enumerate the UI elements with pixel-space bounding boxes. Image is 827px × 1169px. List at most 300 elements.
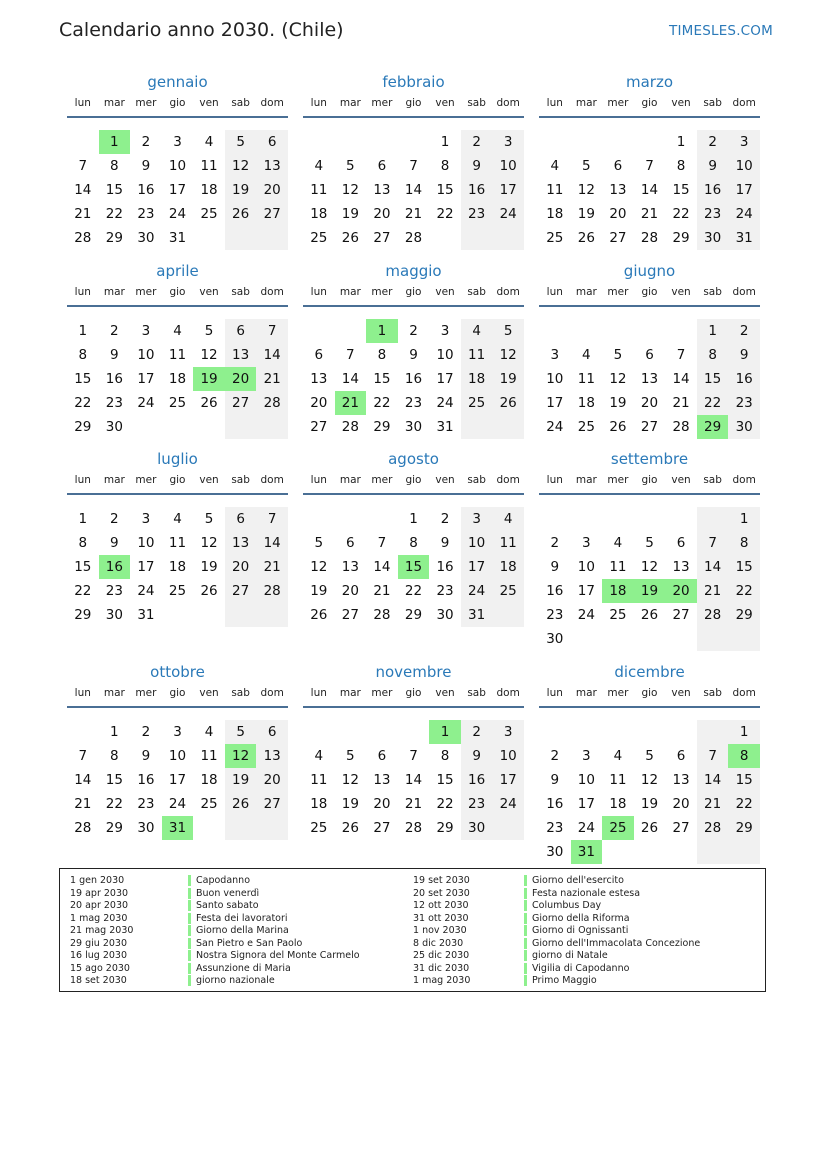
day-cell: 28 <box>373 607 391 623</box>
day-cell: 21 <box>74 796 92 812</box>
day-cell: 30 <box>461 816 493 840</box>
weekday-header: ven <box>435 687 455 699</box>
day-cell: 2 <box>110 323 119 339</box>
day-cell: 4 <box>613 748 623 764</box>
day-cell: 28 <box>74 820 92 836</box>
weekday-header: mer <box>607 474 629 486</box>
day-cell: 13 <box>609 182 627 198</box>
day-cell: 24 <box>577 607 595 623</box>
day-cell: 28 <box>697 816 729 840</box>
weekday-header: mer <box>135 286 157 298</box>
day-cell: 15 <box>728 555 760 579</box>
weekend-empty-cell <box>461 226 493 250</box>
weekday-header: dom <box>260 286 284 298</box>
day-cell: 18 <box>577 395 595 411</box>
day-cell: 26 <box>225 792 257 816</box>
day-cell: 30 <box>105 607 123 623</box>
day-cell: 28 <box>640 230 659 246</box>
day-cell: 26 <box>609 419 627 435</box>
weekday-header: ven <box>671 286 691 298</box>
day-cell: 5 <box>645 535 654 551</box>
weekday-header: sab <box>703 687 722 699</box>
legend-holiday-name: Vigilia di Capodanno <box>524 963 629 974</box>
day-cell: 4 <box>173 323 182 339</box>
day-cell: 4 <box>461 319 493 343</box>
legend-date: 1 gen 2030 <box>70 875 125 886</box>
page-title: Calendario anno 2030. (Chile) <box>59 19 344 41</box>
day-cell: 15 <box>697 367 729 391</box>
day-cell: 14 <box>697 555 729 579</box>
weekday-header: mar <box>339 286 361 298</box>
day-cell: 20 <box>256 768 288 792</box>
holiday-day-cell: 12 <box>225 744 257 768</box>
day-cell: 11 <box>310 182 328 198</box>
day-cell: 4 <box>492 507 524 531</box>
weekday-header: lun <box>546 97 563 109</box>
day-cell: 6 <box>645 347 654 363</box>
day-cell: 30 <box>546 631 564 647</box>
weekend-empty-cell <box>697 840 729 864</box>
day-cell: 20 <box>341 583 359 599</box>
weekend-empty-cell <box>697 720 729 744</box>
day-cell: 10 <box>492 154 524 178</box>
legend-date: 20 set 2030 <box>413 887 470 899</box>
weekday-header: sab <box>231 474 250 486</box>
day-cell: 7 <box>697 744 729 768</box>
day-cell: 5 <box>346 748 355 764</box>
legend-date: 1 mag 2030 <box>413 975 471 986</box>
holiday-day-cell: 20 <box>665 579 697 603</box>
month-name: giugno <box>623 262 676 280</box>
weekday-header: mer <box>371 687 393 699</box>
day-cell: 31 <box>461 603 493 627</box>
weekend-empty-cell <box>492 415 524 439</box>
weekday-header: mar <box>575 687 597 699</box>
day-cell: 3 <box>582 748 591 764</box>
weekday-header: dom <box>732 286 756 298</box>
day-cell: 26 <box>341 230 359 246</box>
holiday-day-cell: 19 <box>634 579 666 603</box>
day-cell: 4 <box>582 347 591 363</box>
day-cell: 13 <box>256 744 288 768</box>
day-cell: 29 <box>728 603 760 627</box>
legend-date: 29 giu 2030 <box>70 937 127 949</box>
day-cell: 22 <box>105 206 123 222</box>
day-cell: 23 <box>728 391 760 415</box>
day-cell: 2 <box>440 511 450 527</box>
day-cell: 23 <box>436 583 454 599</box>
weekday-header: mar <box>103 474 125 486</box>
day-cell: 7 <box>346 347 355 363</box>
legend-date: 8 dic 2030 <box>413 937 464 949</box>
day-cell: 9 <box>110 347 119 363</box>
day-cell: 23 <box>461 792 493 816</box>
day-cell: 30 <box>728 415 760 439</box>
day-cell: 28 <box>404 230 423 246</box>
day-cell: 7 <box>645 158 654 174</box>
day-cell: 27 <box>672 607 690 623</box>
day-cell: 5 <box>645 748 654 764</box>
day-cell: 24 <box>492 792 524 816</box>
day-cell: 3 <box>492 130 524 154</box>
day-cell: 27 <box>609 230 627 246</box>
day-cell: 6 <box>225 319 257 343</box>
legend-date: 31 ott 2030 <box>413 912 469 924</box>
day-cell: 29 <box>436 820 454 836</box>
weekend-empty-cell <box>225 603 257 627</box>
month-header-divider <box>303 706 524 708</box>
day-cell: 14 <box>74 772 92 788</box>
day-cell: 2 <box>550 748 560 764</box>
day-cell: 5 <box>204 511 214 527</box>
weekday-header: mar <box>575 474 597 486</box>
day-cell: 18 <box>461 367 493 391</box>
day-cell: 17 <box>168 182 187 198</box>
day-cell: 11 <box>168 347 187 363</box>
day-cell: 2 <box>110 511 119 527</box>
day-cell: 13 <box>225 343 257 367</box>
weekday-header: gio <box>641 97 658 109</box>
legend-date: 1 mag 2030 <box>70 912 128 924</box>
day-cell: 28 <box>697 603 729 627</box>
day-cell: 1 <box>409 511 418 527</box>
day-cell: 25 <box>461 391 493 415</box>
weekend-empty-cell <box>697 507 729 531</box>
day-cell: 14 <box>373 559 391 575</box>
day-cell: 14 <box>404 182 423 198</box>
weekday-header: mer <box>371 474 393 486</box>
day-cell: 14 <box>672 371 690 387</box>
day-cell: 21 <box>373 583 391 599</box>
month-name: novembre <box>375 663 452 681</box>
day-cell: 10 <box>137 535 155 551</box>
day-cell: 23 <box>137 206 155 222</box>
legend-date: 18 set 2030 <box>70 975 127 986</box>
weekday-header: dom <box>496 97 520 109</box>
day-cell: 1 <box>78 323 88 339</box>
day-cell: 16 <box>137 772 155 788</box>
weekend-empty-cell <box>225 226 257 250</box>
day-cell: 16 <box>436 559 454 575</box>
day-cell: 21 <box>640 206 659 222</box>
day-cell: 7 <box>676 347 686 363</box>
legend-holiday-name: giorno nazionale <box>188 975 275 986</box>
day-cell: 8 <box>697 343 729 367</box>
day-cell: 30 <box>137 820 155 836</box>
weekday-header: mar <box>103 97 125 109</box>
weekday-header: gio <box>405 687 422 699</box>
day-cell: 17 <box>137 371 155 387</box>
weekday-header: lun <box>74 97 91 109</box>
day-cell: 7 <box>409 748 418 764</box>
weekday-header: lun <box>546 474 563 486</box>
day-cell: 1 <box>78 511 88 527</box>
holiday-day-cell: 25 <box>602 816 634 840</box>
weekday-header: lun <box>310 97 327 109</box>
weekday-header: lun <box>546 687 563 699</box>
month-name: settembre <box>610 450 689 468</box>
day-cell: 8 <box>440 158 450 174</box>
weekday-header: dom <box>732 687 756 699</box>
day-cell: 9 <box>728 343 760 367</box>
day-cell: 30 <box>404 419 423 435</box>
weekday-header: dom <box>260 97 284 109</box>
weekday-header: lun <box>310 286 327 298</box>
day-cell: 6 <box>256 130 288 154</box>
day-cell: 22 <box>728 579 760 603</box>
day-cell: 24 <box>137 395 155 411</box>
day-cell: 14 <box>697 768 729 792</box>
legend-date: 20 apr 2030 <box>70 900 129 911</box>
legend-holiday-name: Assunzione di Maria <box>188 963 291 974</box>
day-cell: 6 <box>225 507 257 531</box>
day-cell: 4 <box>314 748 324 764</box>
weekday-header: mer <box>135 687 157 699</box>
day-cell: 27 <box>310 419 328 435</box>
day-cell: 21 <box>74 206 92 222</box>
day-cell: 12 <box>341 182 359 198</box>
legend-date: 15 ago 2030 <box>70 962 130 974</box>
day-cell: 24 <box>492 202 524 226</box>
day-cell: 27 <box>672 820 690 836</box>
day-cell: 5 <box>492 319 524 343</box>
day-cell: 16 <box>546 796 564 812</box>
weekend-empty-cell <box>225 816 257 840</box>
day-cell: 12 <box>200 535 218 551</box>
weekday-header: sab <box>231 687 250 699</box>
day-cell: 5 <box>613 347 623 363</box>
day-cell: 22 <box>697 391 729 415</box>
day-cell: 11 <box>609 772 627 788</box>
day-cell: 12 <box>609 371 627 387</box>
legend-date: 25 dic 2030 <box>413 950 470 961</box>
day-cell: 29 <box>373 419 391 435</box>
day-cell: 19 <box>640 796 659 812</box>
day-cell: 6 <box>377 158 387 174</box>
month-name: agosto <box>388 450 439 468</box>
month-header-divider <box>67 493 288 495</box>
day-cell: 4 <box>204 724 214 740</box>
weekday-header: sab <box>467 474 486 486</box>
weekday-header: ven <box>199 286 219 298</box>
day-cell: 12 <box>200 347 218 363</box>
weekday-header: sab <box>703 97 722 109</box>
weekend-empty-cell <box>728 627 760 651</box>
day-cell: 8 <box>78 347 88 363</box>
day-cell: 18 <box>200 772 218 788</box>
day-cell: 10 <box>436 347 454 363</box>
day-cell: 2 <box>728 319 760 343</box>
day-cell: 18 <box>200 182 218 198</box>
day-cell: 5 <box>225 130 257 154</box>
weekday-header: lun <box>74 286 91 298</box>
day-cell: 10 <box>168 158 187 174</box>
day-cell: 29 <box>105 230 123 246</box>
day-cell: 27 <box>373 820 391 836</box>
weekday-header: mar <box>575 286 597 298</box>
day-cell: 19 <box>341 796 359 812</box>
month-header-divider <box>303 305 524 307</box>
day-cell: 4 <box>204 134 214 150</box>
day-cell: 27 <box>225 391 257 415</box>
day-cell: 7 <box>256 507 288 531</box>
day-cell: 24 <box>436 395 454 411</box>
day-cell: 30 <box>105 419 123 435</box>
day-cell: 23 <box>546 820 564 836</box>
day-cell: 12 <box>225 154 257 178</box>
day-cell: 18 <box>168 371 187 387</box>
month-name: maggio <box>385 262 442 280</box>
day-cell: 14 <box>74 182 92 198</box>
holiday-day-cell: 18 <box>602 579 634 603</box>
brand-link[interactable]: TIMESLES.COM <box>669 23 773 39</box>
day-cell: 23 <box>404 395 423 411</box>
legend-holiday-name: giorno di Natale <box>524 950 608 961</box>
day-cell: 29 <box>404 607 423 623</box>
day-cell: 8 <box>78 535 88 551</box>
day-cell: 31 <box>137 607 155 623</box>
day-cell: 26 <box>341 820 359 836</box>
legend-date: 19 apr 2030 <box>70 887 129 899</box>
weekday-header: lun <box>74 687 91 699</box>
legend-holiday-name: Nostra Signora del Monte Carmelo <box>188 950 360 961</box>
day-cell: 3 <box>173 134 182 150</box>
day-cell: 10 <box>492 744 524 768</box>
weekday-header: gio <box>405 286 422 298</box>
day-cell: 19 <box>200 559 218 575</box>
day-cell: 14 <box>256 343 288 367</box>
day-cell: 29 <box>74 607 92 623</box>
legend-holiday-name: Festa nazionale estesa <box>524 888 640 899</box>
day-cell: 18 <box>492 555 524 579</box>
day-cell: 31 <box>728 226 760 250</box>
day-cell: 1 <box>440 134 450 150</box>
day-cell: 18 <box>310 796 328 812</box>
weekend-empty-cell <box>256 226 288 250</box>
day-cell: 3 <box>728 130 760 154</box>
day-cell: 6 <box>676 748 686 764</box>
day-cell: 24 <box>577 820 595 836</box>
weekday-header: mer <box>371 286 393 298</box>
holiday-day-cell: 31 <box>571 840 603 864</box>
month-header-divider <box>539 305 760 307</box>
legend-date: 1 nov 2030 <box>413 925 467 936</box>
day-cell: 10 <box>137 347 155 363</box>
day-cell: 13 <box>341 559 359 575</box>
weekday-header: mar <box>339 474 361 486</box>
day-cell: 12 <box>492 343 524 367</box>
day-cell: 9 <box>440 535 450 551</box>
weekday-header: lun <box>74 474 91 486</box>
day-cell: 12 <box>341 772 359 788</box>
day-cell: 4 <box>314 158 324 174</box>
weekday-header: sab <box>231 286 250 298</box>
weekend-empty-cell <box>728 840 760 864</box>
holiday-day-cell: 16 <box>99 555 131 579</box>
day-cell: 20 <box>373 206 391 222</box>
day-cell: 21 <box>697 579 729 603</box>
day-cell: 18 <box>609 796 627 812</box>
day-cell: 7 <box>697 531 729 555</box>
day-cell: 27 <box>225 579 257 603</box>
day-cell: 11 <box>461 343 493 367</box>
day-cell: 5 <box>314 535 324 551</box>
day-cell: 2 <box>141 134 151 150</box>
legend-date: 19 set 2030 <box>413 875 470 886</box>
day-cell: 24 <box>461 579 493 603</box>
day-cell: 20 <box>225 555 257 579</box>
month-name: aprile <box>156 262 199 280</box>
weekday-header: lun <box>310 474 327 486</box>
day-cell: 24 <box>728 202 760 226</box>
day-cell: 27 <box>256 202 288 226</box>
day-cell: 5 <box>204 323 214 339</box>
day-cell: 8 <box>409 535 418 551</box>
weekday-header: dom <box>260 687 284 699</box>
weekday-header: gio <box>641 687 658 699</box>
day-cell: 13 <box>672 559 690 575</box>
holiday-day-cell: 1 <box>366 319 398 343</box>
weekend-empty-cell <box>256 415 288 439</box>
weekday-header: mer <box>135 474 157 486</box>
day-cell: 10 <box>577 772 595 788</box>
day-cell: 20 <box>310 395 328 411</box>
legend-holiday-name: Giorno della Riforma <box>524 913 630 924</box>
day-cell: 12 <box>640 559 659 575</box>
day-cell: 16 <box>546 583 564 599</box>
month-header-divider <box>539 116 760 118</box>
month-name: marzo <box>625 73 674 91</box>
day-cell: 31 <box>168 230 187 246</box>
weekend-empty-cell <box>492 816 524 840</box>
weekday-header: dom <box>732 97 756 109</box>
day-cell: 20 <box>256 178 288 202</box>
legend-holiday-name: Columbus Day <box>524 900 601 911</box>
day-cell: 17 <box>137 559 155 575</box>
day-cell: 1 <box>110 724 119 740</box>
weekday-header: ven <box>199 474 219 486</box>
legend-date: 12 ott 2030 <box>413 900 469 911</box>
day-cell: 15 <box>105 772 123 788</box>
holiday-day-cell: 19 <box>193 367 225 391</box>
day-cell: 5 <box>582 158 591 174</box>
weekday-header: mar <box>103 286 125 298</box>
weekday-header: gio <box>405 474 422 486</box>
day-cell: 4 <box>613 535 623 551</box>
day-cell: 26 <box>200 395 218 411</box>
day-cell: 11 <box>546 182 564 198</box>
day-cell: 3 <box>461 507 493 531</box>
day-cell: 11 <box>310 772 328 788</box>
day-cell: 25 <box>168 395 187 411</box>
holiday-day-cell: 8 <box>728 744 760 768</box>
day-cell: 10 <box>168 748 187 764</box>
day-cell: 18 <box>310 206 328 222</box>
day-cell: 1 <box>676 134 686 150</box>
weekday-header: mer <box>607 97 629 109</box>
day-cell: 20 <box>373 796 391 812</box>
legend-holiday-name: Santo sabato <box>188 900 259 911</box>
day-cell: 9 <box>697 154 729 178</box>
day-cell: 26 <box>225 202 257 226</box>
day-cell: 14 <box>404 772 423 788</box>
day-cell: 16 <box>728 367 760 391</box>
day-cell: 26 <box>200 583 218 599</box>
day-cell: 7 <box>256 319 288 343</box>
day-cell: 2 <box>141 724 151 740</box>
day-cell: 26 <box>492 391 524 415</box>
day-cell: 13 <box>373 772 391 788</box>
